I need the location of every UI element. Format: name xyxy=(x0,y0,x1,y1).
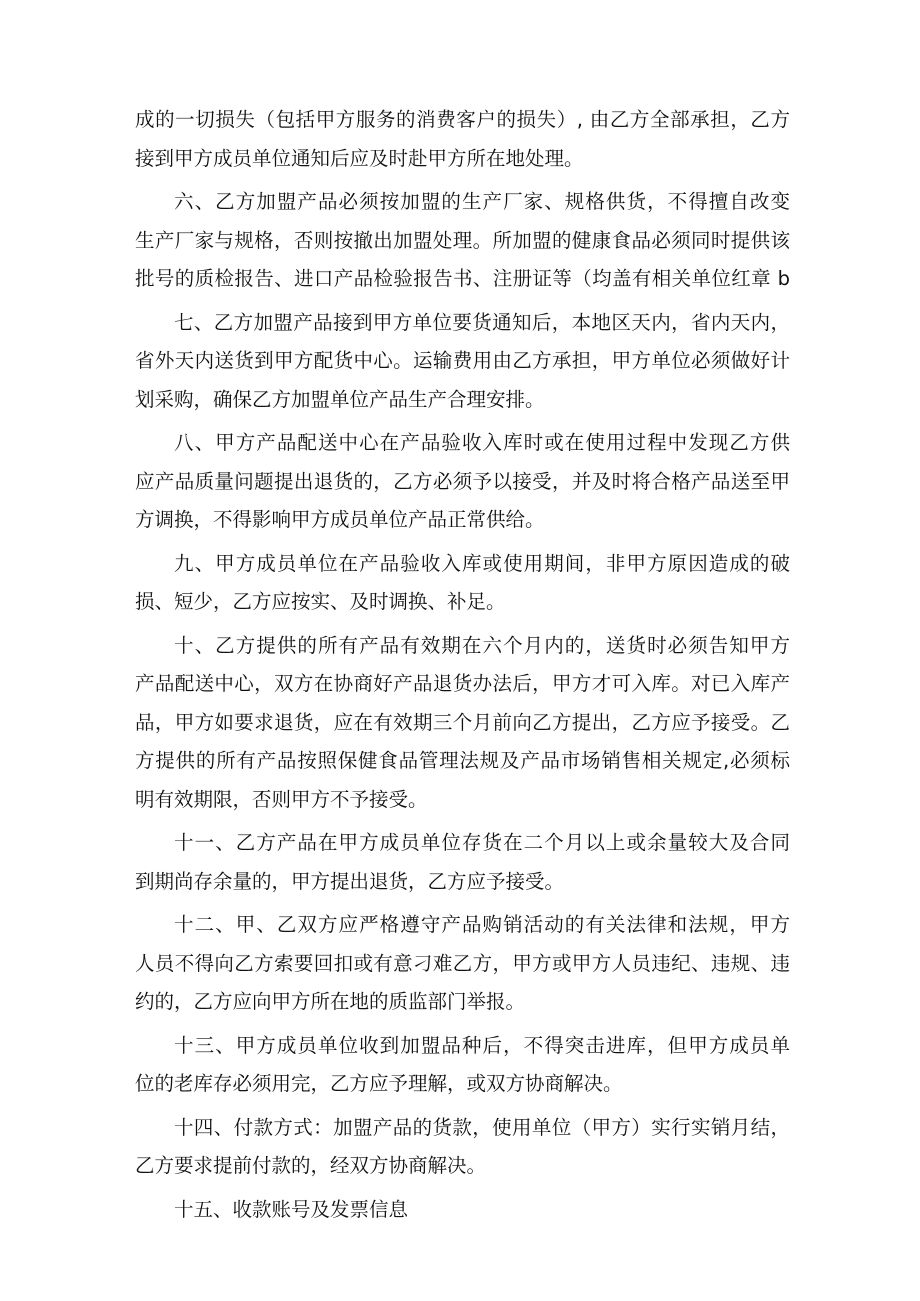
text-line: 省外天内送货到甲方配货中心。运输费用由乙方承担，甲方单位必须做好计 xyxy=(135,349,790,372)
text-line: 十四、付款方式：加盟产品的货款，使用单位（甲方）实行实销月结， xyxy=(174,1115,790,1139)
text-line: 十、乙方提供的所有产品有效期在六个月内的，送货时必须告知甲方 xyxy=(174,633,790,657)
text-line: 九、甲方成员单位在产品验收入库或使用期间，非甲方原因造成的破 xyxy=(174,551,790,575)
paragraph-clause-14 xyxy=(135,1109,790,1186)
text-line: 八、甲方产品配送中心在产品验收入库时或在使用过程中发现乙方供 xyxy=(174,431,790,454)
text-line: 约的，乙方应向甲方所在地的质监部门举报。 xyxy=(135,990,526,1013)
text-line: 七、乙方加盟产品接到甲方单位要货通知后，本地区天内，省内天内， xyxy=(174,310,790,334)
text-line: 接到甲方成员单位通知后应及时赴甲方所在地处理。 xyxy=(135,146,584,170)
paragraph-clause-13 xyxy=(135,1027,790,1104)
text-line: 十一、乙方产品在甲方成员单位存货在二个月以上或余量较大及合同 xyxy=(174,831,790,854)
text-line: 到期尚存余量的，甲方提出退货，乙方应予接受。 xyxy=(135,869,565,893)
text-line: 十三、甲方成员单位收到加盟品种后，不得突击进库，但甲方成员单 xyxy=(174,1033,790,1057)
paragraph-clause-11 xyxy=(135,824,790,901)
paragraph-clause-12 xyxy=(135,906,790,1022)
document-body xyxy=(135,101,790,1234)
text-line: 方提供的所有产品按照保健食品管理法规及产品市场销售相关规定,必须标 xyxy=(135,749,790,772)
text-line: 批号的质检报告、进口产品检验报告书、注册证等（均盖有相关单位红章 b xyxy=(135,267,790,290)
paragraph-clause-6 xyxy=(135,183,790,299)
text-line: 人员不得向乙方索要回扣或有意刁难乙方，甲方或甲方人员违纪、违规、违 xyxy=(135,951,790,975)
text-line: 品，甲方如要求退货，应在有效期三个月前向乙方提出，乙方应予接受。乙 xyxy=(135,710,790,734)
text-line: 损、短少，乙方应按实、及时调换、补足。 xyxy=(135,590,506,613)
text-line: 成的一切损失（包括甲方服务的消费客户的损失）, 由乙方全部承担，乙方 xyxy=(135,108,790,131)
paragraph-clause-8 xyxy=(135,424,790,540)
text-line: 位的老库存必须用完，乙方应予理解，或双方协商解决。 xyxy=(135,1072,623,1095)
paragraph-continued-loss-clause xyxy=(135,101,790,178)
text-line: 明有效期限，否则甲方不予接受。 xyxy=(135,787,428,811)
paragraph-clause-7 xyxy=(135,304,790,420)
text-line: 十二、甲、乙双方应严格遵守产品购销活动的有关法律和法规，甲方 xyxy=(174,913,790,936)
text-line: 十五、收款账号及发票信息 xyxy=(174,1197,409,1221)
text-line: 生产厂家与规格，否则按撤出加盟处理。所加盟的健康食品必须同时提供该 xyxy=(135,228,790,252)
text-line: 应产品质量问题提出退货的，乙方必须予以接受，并及时将合格产品送至甲 xyxy=(135,469,790,493)
text-line: 方调换，不得影响甲方成员单位产品正常供给。 xyxy=(135,508,545,531)
paragraph-clause-10 xyxy=(135,627,790,820)
text-line: 六、乙方加盟产品必须按加盟的生产厂家、规格供货，不得擅自改变 xyxy=(174,190,790,213)
paragraph-clause-15-heading xyxy=(135,1191,790,1230)
text-line: 划采购，确保乙方加盟单位产品生产合理安排。 xyxy=(135,387,545,411)
text-line: 乙方要求提前付款的，经双方协商解决。 xyxy=(135,1154,487,1177)
text-line: 产品配送中心，双方在协商好产品退货办法后，甲方才可入库。对已入库产 xyxy=(135,672,790,695)
paragraph-clause-9 xyxy=(135,545,790,622)
